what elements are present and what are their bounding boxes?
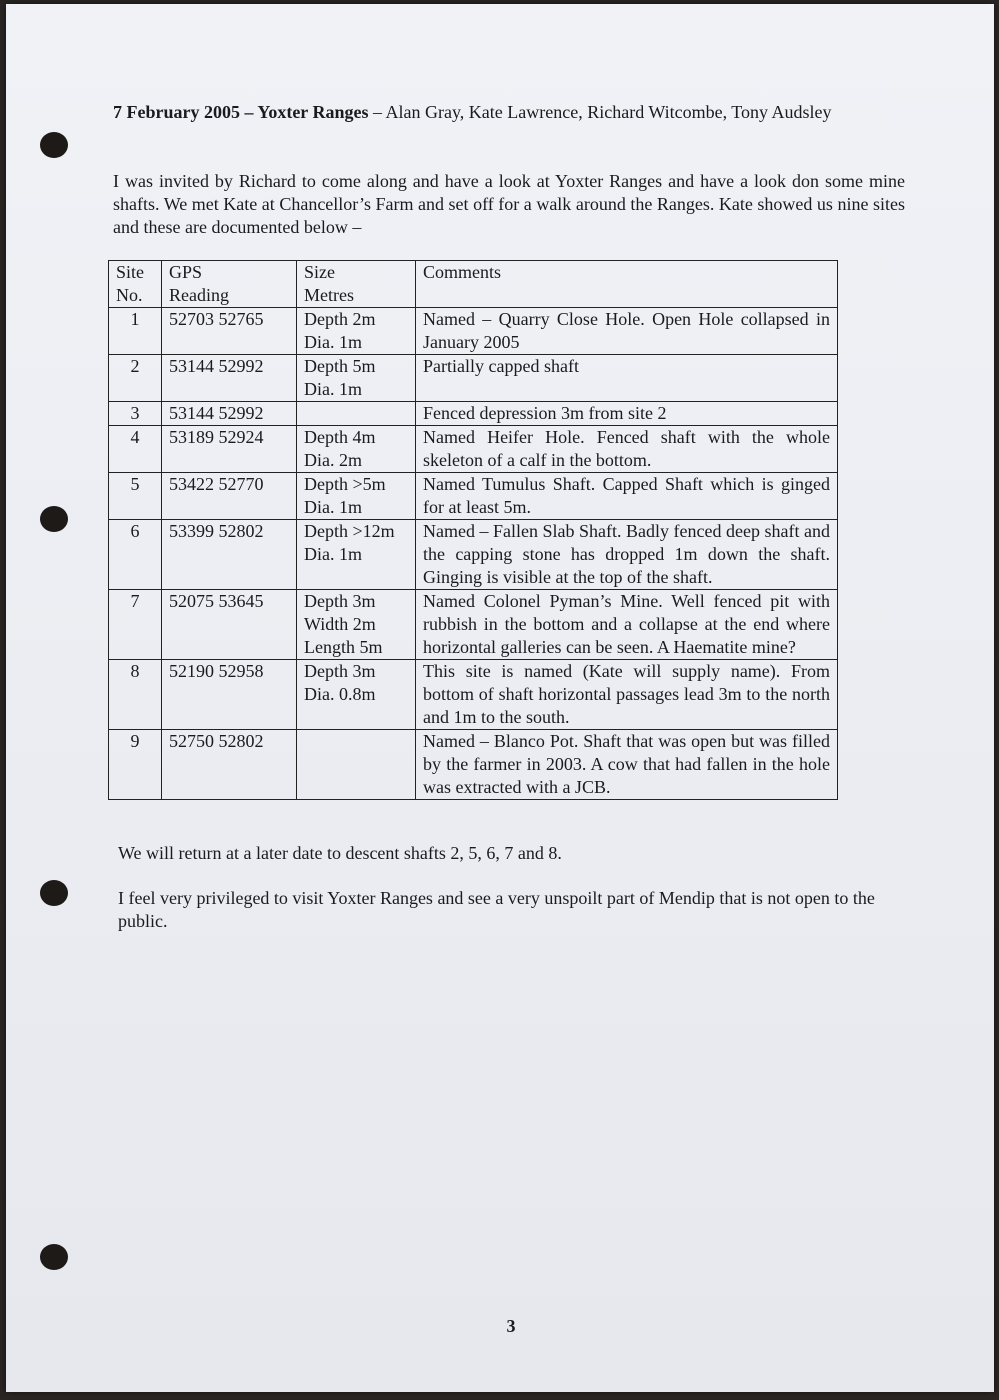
header-gps-reading: GPS Reading (162, 261, 297, 308)
gps-reading-cell: 53399 52802 (162, 520, 297, 590)
site-number-cell: 9 (109, 730, 162, 800)
size-line: Length 5m (304, 637, 383, 657)
site-number-cell: 3 (109, 402, 162, 426)
size-line: Width 2m (304, 614, 376, 634)
punch-hole (40, 132, 68, 158)
return-note: We will return at a later date to descent shafts 2, 5, 6, 7 and 8. (118, 843, 562, 863)
size-line: Depth >5m (304, 474, 386, 494)
size-line: Dia. 1m (304, 544, 362, 564)
closing-paragraph: I feel very privileged to visit Yoxter Ranges and see a very unspoilt part of Mendip that is not open to the public. (118, 888, 875, 931)
table-row (109, 473, 838, 520)
table-row (109, 308, 838, 355)
comments-cell: Named – Fallen Slab Shaft. Badly fenced deep shaft and the capping stone has dropped 1m down the shaft. Ginging is visible at the top of the shaft. (416, 520, 838, 590)
size-cell (297, 473, 416, 520)
site-number-cell: 4 (109, 426, 162, 473)
header-size-metres: Size Metres (297, 261, 416, 308)
gps-reading-cell: 52075 53645 (162, 590, 297, 660)
intro-paragraph: I was invited by Richard to come along and have a look at Yoxter Ranges and have a look don some mine shafts. We met Kate at Chancellor’s Farm and set off for a walk around the Ranges. Kate showed us nine sites and these are documented below – (113, 171, 905, 237)
trip-date-place: 7 February 2005 – Yoxter Ranges (113, 102, 369, 122)
size-cell (297, 520, 416, 590)
gps-reading-cell: 52190 52958 (162, 660, 297, 730)
comments-cell: Fenced depression 3m from site 2 (416, 402, 838, 426)
gps-reading-cell: 53144 52992 (162, 355, 297, 402)
site-number-cell: 6 (109, 520, 162, 590)
gps-reading-cell: 52750 52802 (162, 730, 297, 800)
size-line: Depth 3m (304, 591, 376, 611)
document-page (6, 4, 994, 1392)
gps-reading-cell: 53422 52770 (162, 473, 297, 520)
header-site-no: Site No. (109, 261, 162, 308)
size-cell (297, 308, 416, 355)
site-number-cell: 1 (109, 308, 162, 355)
comments-cell: Named – Blanco Pot. Shaft that was open but was filled by the farmer in 2003. A cow that had fallen in the hole was extracted with a JCB. (416, 730, 838, 800)
size-line: Dia. 1m (304, 497, 362, 517)
table-header-row (109, 261, 838, 308)
size-line: Dia. 0.8m (304, 684, 376, 704)
size-line: Depth 3m (304, 661, 376, 681)
comments-cell: Partially capped shaft (416, 355, 838, 402)
size-line: Dia. 1m (304, 379, 362, 399)
sites-table (108, 260, 838, 800)
table-row (109, 520, 838, 590)
table-row (109, 590, 838, 660)
table-row (109, 355, 838, 402)
comments-cell: Named Heifer Hole. Fenced shaft with the whole skeleton of a calf in the bottom. (416, 426, 838, 473)
table-row (109, 402, 838, 426)
size-cell (297, 426, 416, 473)
punch-hole (40, 506, 68, 532)
comments-cell: Named – Quarry Close Hole. Open Hole collapsed in January 2005 (416, 308, 838, 355)
punch-hole (40, 880, 68, 906)
gps-reading-cell: 53144 52992 (162, 402, 297, 426)
size-line: Depth 5m (304, 356, 376, 376)
gps-reading-cell: 52703 52765 (162, 308, 297, 355)
size-cell (297, 660, 416, 730)
table-row (109, 660, 838, 730)
site-number-cell: 2 (109, 355, 162, 402)
trip-heading (113, 100, 905, 124)
header-comments: Comments (416, 261, 838, 308)
sites-table-body (109, 308, 838, 800)
size-line: Depth 2m (304, 309, 376, 329)
size-line: Dia. 1m (304, 332, 362, 352)
site-number-cell: 7 (109, 590, 162, 660)
site-number-cell: 8 (109, 660, 162, 730)
size-line: Depth >12m (304, 521, 395, 541)
comments-cell: This site is named (Kate will supply name). From bottom of shaft horizontal passages lead 3m to the north and 1m to the south. (416, 660, 838, 730)
comments-cell: Named Tumulus Shaft. Capped Shaft which is ginged for at least 5m. (416, 473, 838, 520)
table-row (109, 730, 838, 800)
gps-reading-cell: 53189 52924 (162, 426, 297, 473)
site-number-cell: 5 (109, 473, 162, 520)
comments-cell: Named Colonel Pyman’s Mine. Well fenced pit with rubbish in the bottom and a collapse at the end where horizontal galleries can be seen. A Haematite mine? (416, 590, 838, 660)
size-cell (297, 402, 416, 426)
punch-hole (40, 1244, 68, 1270)
size-cell (297, 355, 416, 402)
size-cell (297, 590, 416, 660)
size-line: Dia. 2m (304, 450, 362, 470)
size-cell (297, 730, 416, 800)
trip-attendees: – Alan Gray, Kate Lawrence, Richard Witcombe, Tony Audsley (368, 102, 832, 122)
page-number: 3 (506, 1316, 516, 1336)
table-row (109, 426, 838, 473)
size-line: Depth 4m (304, 427, 376, 447)
